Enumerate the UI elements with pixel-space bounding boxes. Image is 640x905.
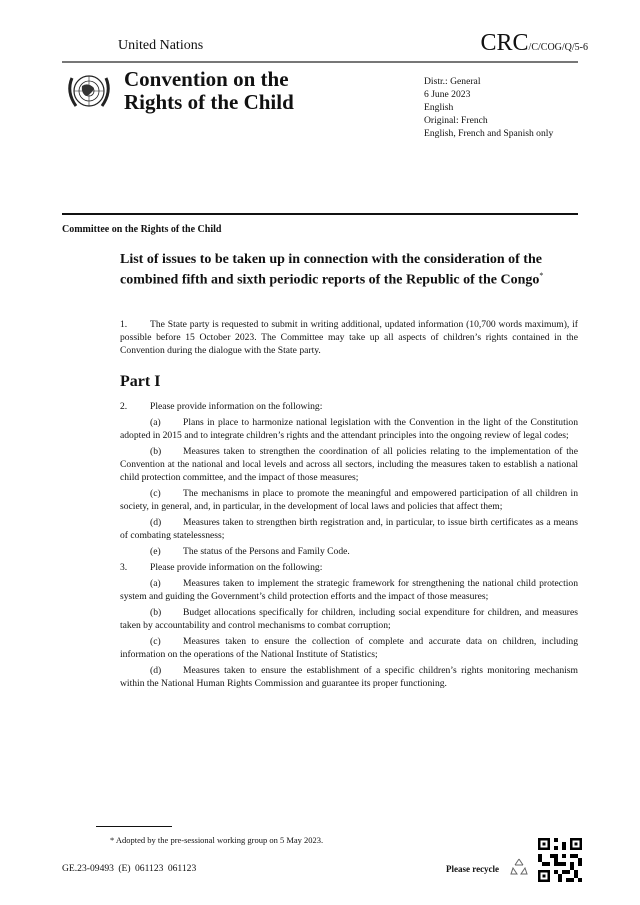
item-text: The status of the Persons and Family Code. (183, 546, 350, 557)
un-emblem-icon (64, 68, 114, 116)
qr-code-icon (538, 838, 582, 882)
document-title (120, 252, 560, 289)
item-text: Measures taken to strengthen the coordination of all policies relating to the implementation of the Convention at the national and local levels and across all sectors, including the measures taken to establish a national child protection committee, and the impact of those measures; (120, 446, 578, 483)
part-heading: Part I (120, 373, 161, 390)
item-label: (a) (150, 417, 161, 428)
distribution-block (424, 75, 553, 140)
item-text: Measures taken to ensure the collection of complete and accurate data on children, including information on the operations of the National Institute of Statistics; (120, 636, 578, 660)
paragraph-1 (120, 318, 578, 357)
recycle-text: Please recycle (446, 864, 500, 874)
list-item (120, 577, 578, 603)
para-text: Please provide information on the following: (150, 562, 323, 573)
symbol-main: CRC (480, 30, 529, 56)
list-item (120, 445, 578, 484)
para-number: 3. (120, 562, 128, 573)
item-text: The mechanisms in place to promote the meaningful and empowered participation of all children in society, in general, and, in particular, in the development of local laws and policies that affect them; (120, 488, 578, 512)
para-number: 1. (120, 319, 128, 330)
title-text: List of issues to be taken up in connection with the consideration of the combined fifth and sixth periodic reports of the Republic of the Congo (120, 252, 542, 288)
para-number: 2. (120, 401, 128, 412)
header-rule (62, 61, 578, 63)
item-label: (a) (150, 578, 161, 589)
document-body (120, 318, 578, 693)
item-text: Budget allocations specifically for children, including social expenditure for children, and measures taken by accountability and control mechanisms to combat corruption; (120, 607, 578, 631)
item-label: (b) (150, 446, 162, 457)
list-item (120, 606, 578, 632)
item-text: Measures taken to strengthen birth registration and, in particular, to issue birth certificates as a means of combating statelessness; (120, 517, 578, 541)
distr-line: English, French and Spanish only (424, 128, 554, 139)
recycle-icon (508, 856, 530, 878)
item-label: (d) (150, 665, 162, 676)
item-text: Plans in place to harmonize national legislation with the Convention in the light of the Constitution adopted in 2015 and to integrate children’s rights and the attendant principles into the ongoing review of legal codes; (120, 417, 578, 441)
list-item (120, 635, 578, 661)
distr-line: Distr.: General (424, 76, 481, 87)
list-item (120, 664, 578, 690)
item-text: Measures taken to ensure the establishment of a specific children’s rights monitoring mechanism within the National Human Rights Commission and guarantee its proper functioning. (120, 665, 578, 689)
item-label: (e) (150, 546, 161, 557)
paragraph-2 (120, 400, 578, 413)
list-item (120, 487, 578, 513)
footnote: * Adopted by the pre-sessional working group on 5 May 2023. (110, 835, 324, 845)
distr-date: 6 June 2023 (424, 89, 471, 100)
distr-line: English (424, 102, 454, 113)
distr-line: Original: French (424, 115, 488, 126)
item-label: (c) (150, 636, 161, 647)
footnote-marker: * (539, 271, 544, 280)
document-symbol (481, 30, 588, 57)
footnote-rule (96, 826, 172, 827)
body-title (124, 68, 294, 114)
item-text: Measures taken to implement the strategic framework for strengthening the national child protection system and guiding the Government’s child protection efforts and the impact of those measures; (120, 578, 578, 602)
org-name: United Nations (118, 38, 204, 53)
symbol-suffix: /C/COG/Q/5-6 (528, 42, 588, 53)
list-item (120, 416, 578, 442)
title-line: Rights of the Child (124, 90, 294, 114)
job-number: GE.23-09493 (E) 061123 061123 (62, 863, 197, 874)
para-text: Please provide information on the following: (150, 401, 323, 412)
list-item (120, 516, 578, 542)
item-label: (c) (150, 488, 161, 499)
para-text: The State party is requested to submit in writing additional, updated information (10,700 words maximum), if possible before 15 October 2023. The Committee may take up all aspects of children’s rights contained in the Convention during the dialogue with the State party. (120, 319, 578, 356)
item-label: (d) (150, 517, 162, 528)
list-item (120, 545, 578, 558)
section-rule (62, 213, 578, 215)
title-line: Convention on the (124, 67, 289, 91)
paragraph-3 (120, 561, 578, 574)
item-label: (b) (150, 607, 162, 618)
committee-name: Committee on the Rights of the Child (62, 224, 222, 235)
